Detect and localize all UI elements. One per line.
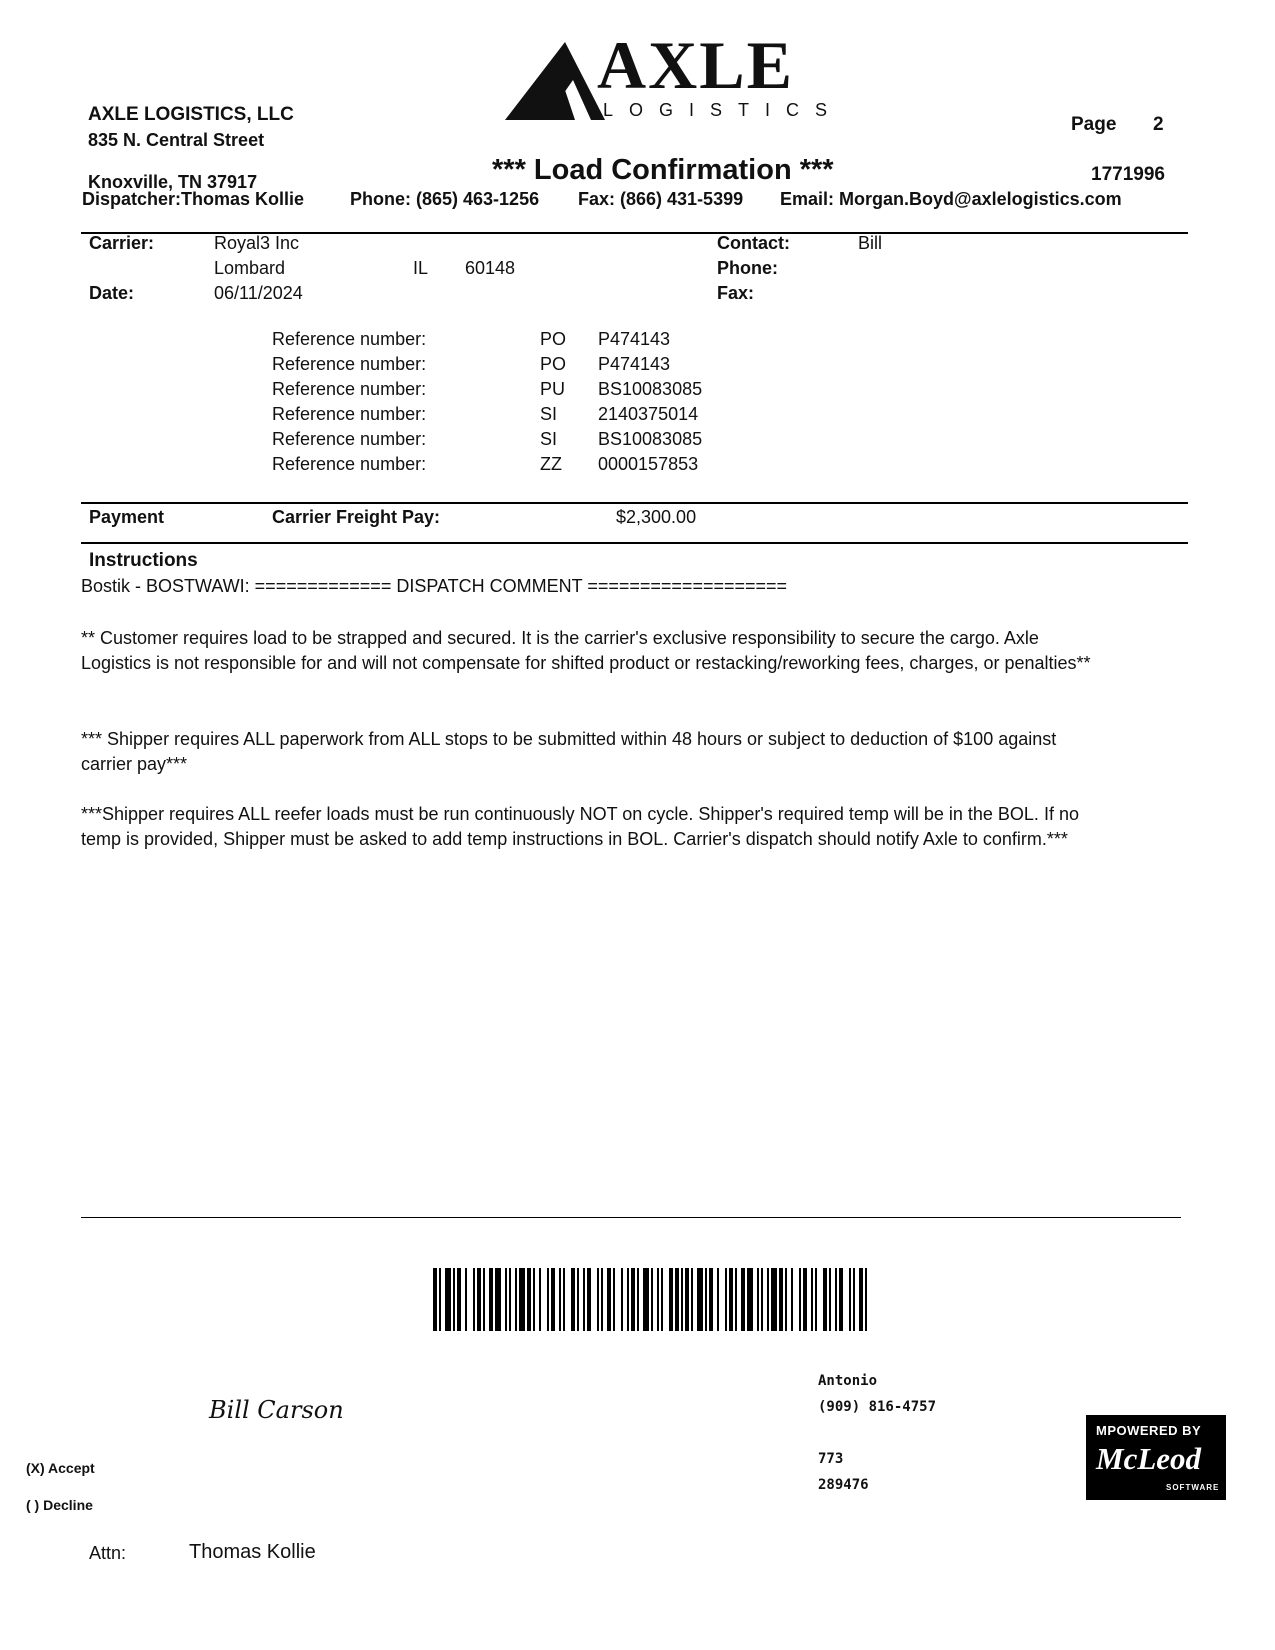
carrier-zip: 60148 — [465, 258, 516, 278]
divider-payment-bottom — [81, 542, 1188, 544]
logo-subword: LOGISTICS — [603, 100, 844, 120]
reference-label: Reference number: — [272, 429, 427, 449]
badge-bottom-text: SOFTWARE — [1166, 1483, 1220, 1492]
contact-value: Bill — [858, 233, 883, 253]
carrier-city: Lombard — [214, 258, 286, 278]
reference-value: P474143 — [598, 329, 671, 349]
payment-label: Payment — [89, 507, 165, 527]
badge-top-text: MPOWERED BY — [1096, 1423, 1202, 1438]
signer-line-1: 773 — [818, 1451, 844, 1467]
carrier-freight-pay-label: Carrier Freight Pay: — [272, 507, 441, 527]
reference-value: 0000157853 — [598, 454, 699, 474]
dispatch-comment: Bostik - BOSTWAWI: ============= DISPATCH COMMENT =================== — [81, 576, 788, 596]
reference-label: Reference number: — [272, 354, 427, 374]
barcode — [433, 1268, 870, 1331]
reference-label: Reference number: — [272, 379, 427, 399]
reference-label: Reference number: — [272, 454, 427, 474]
reference-row — [0, 379, 1275, 403]
axle-logistics-logo — [505, 27, 844, 130]
attn-name: Thomas Kollie — [189, 1541, 316, 1563]
carrier-label: Carrier: — [89, 233, 155, 253]
reference-type: SI — [540, 404, 558, 424]
attn-label: Attn: — [89, 1543, 127, 1563]
reference-row — [0, 404, 1275, 428]
dispatch-phone: Phone: (865) 463-1256 — [350, 189, 540, 209]
reference-label: Reference number: — [272, 329, 427, 349]
carrier-state: IL — [413, 258, 429, 278]
dispatcher: Dispatcher:Thomas Kollie — [82, 189, 305, 209]
dispatch-email: Email: Morgan.Boyd@axlelogistics.com — [780, 189, 1122, 209]
reference-type: PO — [540, 354, 567, 374]
signer-phone: (909) 816-4757 — [818, 1399, 937, 1415]
reference-row — [0, 354, 1275, 378]
reference-value: BS10083085 — [598, 379, 703, 399]
load-number: 1771996 — [1091, 164, 1165, 185]
reference-row — [0, 429, 1275, 453]
reference-value: 2140375014 — [598, 404, 699, 424]
instruction-paragraph-strapping: ** Customer requires load to be strapped and secured. It is the carrier's exclusive responsibility to secure the cargo. Axle Logistics is not responsible for and will not compensate for shifted product or restacking/reworking fees, charges, or penalties** — [81, 628, 1091, 673]
date-value: 06/11/2024 — [214, 283, 303, 303]
barcode-icon — [433, 1268, 870, 1331]
divider-payment-top — [81, 502, 1188, 504]
reference-row — [0, 454, 1275, 478]
contact-fax-label: Fax: — [717, 283, 755, 303]
reference-value: P474143 — [598, 354, 671, 374]
accept-option[interactable]: (X) Accept — [26, 1460, 95, 1476]
contact-phone-label: Phone: — [717, 258, 778, 278]
decline-option[interactable]: ( ) Decline — [26, 1497, 93, 1513]
page-number: 2 — [1153, 114, 1164, 135]
company-name: AXLE LOGISTICS, LLC — [88, 104, 294, 125]
instruction-paragraph-paperwork: *** Shipper requires ALL paperwork from ALL stops to be submitted within 48 hours or subject to deduction of $100 against carrier pay*** — [81, 729, 1057, 774]
reference-type: ZZ — [540, 454, 562, 474]
reference-value: BS10083085 — [598, 429, 703, 449]
signer-line-2: 289476 — [818, 1477, 869, 1493]
reference-label: Reference number: — [272, 404, 427, 424]
signer-name: Antonio — [818, 1373, 878, 1389]
page-label: Page — [1071, 114, 1117, 135]
company-street: 835 N. Central Street — [88, 130, 265, 150]
company-city: Knoxville, TN 37917 — [88, 172, 258, 192]
instructions-heading: Instructions — [89, 550, 198, 571]
page-title: *** Load Confirmation *** — [492, 154, 834, 186]
contact-label: Contact: — [717, 233, 790, 253]
dispatch-fax: Fax: (866) 431-5399 — [578, 189, 744, 209]
reference-type: PU — [540, 379, 566, 399]
badge-brand: McLeod — [1096, 1441, 1202, 1476]
divider-bottom — [81, 1217, 1181, 1218]
instruction-paragraph-reefer: ***Shipper requires ALL reefer loads must be run continuously NOT on cycle. Shipper's required temp will be in the BOL. If no temp is provided, Shipper must be asked to add temp instructions in BOL. Carrier's dispatch should notify Axle to confirm.*** — [81, 804, 1079, 849]
carrier-freight-pay-amount: $2,300.00 — [616, 507, 697, 527]
reference-row — [0, 329, 1275, 353]
date-label: Date: — [89, 283, 135, 303]
logo-word: AXLE — [597, 27, 794, 103]
mcleod-badge — [1086, 1415, 1226, 1500]
signature: Bill Carson — [209, 1396, 344, 1424]
reference-type: PO — [540, 329, 567, 349]
reference-type: SI — [540, 429, 558, 449]
carrier-name: Royal3 Inc — [214, 233, 300, 253]
